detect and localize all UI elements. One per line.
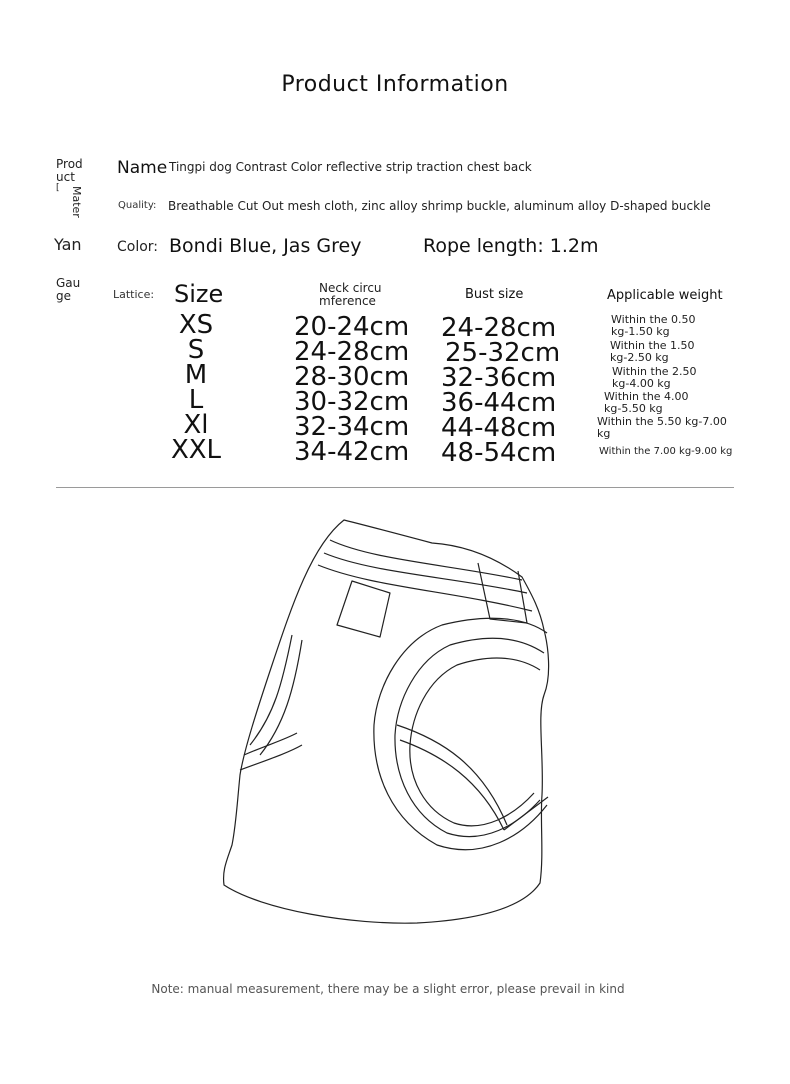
bust-column <box>441 313 561 468</box>
weight-cell: Within the 1.50 kg-2.50 kg <box>610 339 695 364</box>
lattice-label: Lattice: <box>113 288 155 301</box>
weight-cell: Within the 0.50 kg-1.50 kg <box>611 313 696 338</box>
harness-outline <box>224 520 549 923</box>
bust-cell: 48-54cm <box>441 438 557 468</box>
color-label: Color: <box>117 239 159 255</box>
size-cell: S <box>187 335 205 365</box>
rope-length: Rope length: 1.2m <box>423 235 599 257</box>
page-title: Product Information <box>281 72 509 97</box>
bust-cell: 44-48cm <box>441 413 557 443</box>
neck-cell: 32-34cm <box>294 412 410 442</box>
chest-strap <box>400 740 504 830</box>
size-cell: XS <box>178 310 214 340</box>
side-strap <box>260 640 302 755</box>
neck-cell: 28-30cm <box>294 362 410 392</box>
weight-cell: Within the 5.50 kg-7.00 kg <box>597 415 727 440</box>
neck-cell: 24-28cm <box>294 337 410 367</box>
size-column <box>158 310 234 465</box>
weight-cell: Within the 4.00 kg-5.50 kg <box>604 390 689 415</box>
bust-header: Bust size <box>465 287 524 302</box>
leg-opening <box>410 658 540 826</box>
side-label-size-chart: Gau ge <box>56 276 81 303</box>
neck-cell: 34-42cm <box>294 437 410 467</box>
shoulder-strap <box>478 563 527 623</box>
neck-cell: 20-24cm <box>294 312 410 342</box>
size-cell: XXL <box>170 435 222 465</box>
size-header: Size <box>174 280 224 308</box>
collar-band <box>324 553 527 593</box>
size-cell: L <box>188 385 204 415</box>
size-cell: M <box>184 360 208 390</box>
color-value: Bondi Blue, Jas Grey <box>169 235 362 257</box>
label-patch <box>337 581 390 637</box>
name-label: Name <box>117 158 168 178</box>
neck-cell: 30-32cm <box>294 387 410 417</box>
bust-cell: 32-36cm <box>441 363 557 393</box>
bust-cell: 25-32cm <box>445 338 561 368</box>
weight-cell: Within the 7.00 kg-9.00 kg <box>599 446 733 457</box>
side-label-color: Yan <box>54 235 82 254</box>
weight-cell: Within the 2.50 kg-4.00 kg <box>612 365 697 390</box>
neck-column <box>294 312 410 467</box>
side-label-material: Mater <box>70 186 83 218</box>
leg-opening <box>395 638 544 836</box>
harness-illustration <box>222 515 562 945</box>
bust-cell: 36-44cm <box>441 388 557 418</box>
leg-opening <box>374 618 547 849</box>
side-strap <box>250 635 292 745</box>
neck-header: Neck circu mference <box>319 281 382 308</box>
measurement-note: Note: manual measurement, there may be a slight error, please prevail in kind <box>151 982 625 996</box>
quality-label: Quality: <box>118 200 157 211</box>
quality-value: Breathable Cut Out mesh cloth, zinc alloy shrimp buckle, aluminum alloy D-shaped buckle <box>168 199 711 213</box>
side-strap <box>240 745 302 770</box>
side-label-product-name: Prod uct [ <box>56 157 83 193</box>
weight-header: Applicable weight <box>607 288 723 303</box>
name-value: Tingpi dog Contrast Color reflective strip traction chest back <box>169 160 532 174</box>
size-cell: Xl <box>183 410 209 440</box>
divider <box>56 487 734 488</box>
bust-cell: 24-28cm <box>441 313 557 343</box>
